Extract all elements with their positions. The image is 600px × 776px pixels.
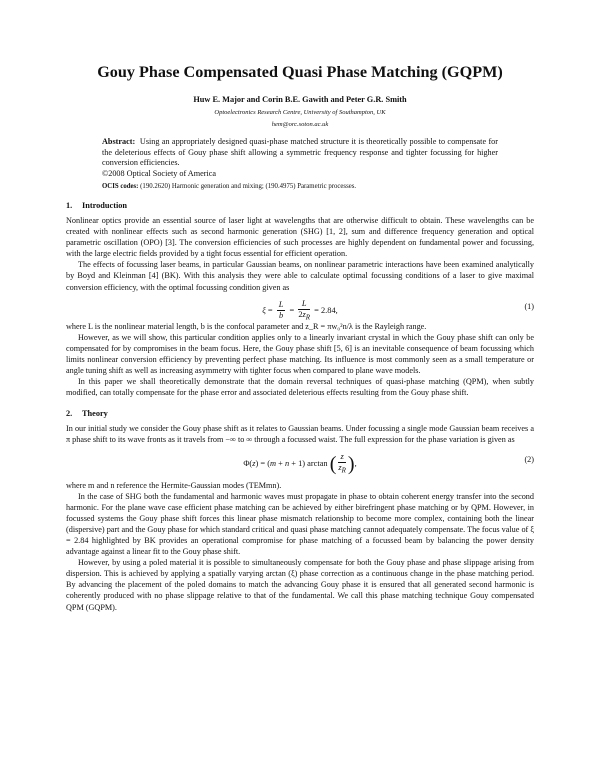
equation-number: (1) [524, 301, 534, 311]
author-email[interactable]: hem@orc.soton.ac.uk [271, 121, 329, 128]
paper-page [66, 62, 534, 613]
equation-1 [66, 293, 534, 321]
ocis-label: OCIS codes: [102, 183, 139, 190]
affiliation: Optoelectronics Research Centre, University of Southampton, UK [214, 109, 386, 116]
equation-2 [66, 446, 534, 480]
ocis-codes [102, 183, 498, 190]
abstract-text: Using an appropriately designed quasi-phase matched structure it is theoretically possible to compensate for the deleterious effects of Gouy phase shift allowing a symmetric frequency response and tighter focussing for higher conversion efficiencies. [102, 137, 498, 167]
section-heading-theory [66, 409, 534, 418]
intro-paragraph-1: Nonlinear optics provide an essential source of laser light at wavelengths that are otherwise difficult to obtain. These wavelengths can be created with nonlinear effects such as second harmonic generation (SHG) [1, 2], sum and difference frequency generation and optical parametric oscillation (OPO) [3]. The conversion efficiencies of such processes are highly dependent on fundamental power and focussing, with the large electric fields provided by a tight focus essential for efficient operation. [66, 216, 534, 259]
intro-paragraph-4: However, as we will show, this particular condition applies only to a linearly invariant crystal in which the Gouy phase shift can only be compensated for by compromises in the beam focus. Here, the Gouy phase shift [5, 6] is an inevitable consequence of beam focussing which limits nonlinear conversion efficiency by preventing perfect phase matching. Its influence is most commonly seen as a small temperature or angle tuning shift as well as increasing asymmetry with tighter focus when compared to plane wave models. [66, 332, 534, 376]
equation-1-body: ξ = $\frac{L}{b}$ = $\frac{L}{2z_R}$ = 2.84, [262, 298, 338, 322]
theory-paragraph-2: where m and n reference the Hermite-Gaussian modes (TEMmn). [66, 480, 282, 490]
theory-paragraph-1: In our initial study we consider the Gouy phase shift as it relates to Gaussian beams. Under focussing a single mode Gaussian beam receives a π phase shift to its wave fronts as it travels from −∞ to ∞ through a focussed waist. The full expression for the phase variation is given as [66, 424, 534, 445]
author-list: Huw E. Major and Corin B.E. Gawith and Peter G.R. Smith [193, 95, 407, 104]
section-number: 1. [66, 201, 73, 210]
intro-paragraph-5: In this paper we shall theoretically demonstrate that the domain reversal techniques of quasi-phase matching (QPM), when subtly modified, can totally compensate for the phase error and associated deleterious effects resulting from the Gouy phase shift. [66, 377, 534, 398]
equation-number: (2) [524, 454, 534, 464]
copyright-notice: ©2008 Optical Society of America [102, 168, 216, 178]
section-title: Theory [82, 409, 108, 419]
equation-2-body: Φ(z) = (m + n + 1) arctan ( $\frac{z}{z_R}$ ), [243, 451, 357, 475]
intro-paragraph-3: where L is the nonlinear material length, b is the confocal parameter and z_R = πw₀²n/λ is the Rayleigh range. [66, 321, 427, 331]
paper-title: Gouy Phase Compensated Quasi Phase Matching (GQPM) [97, 63, 503, 81]
ocis-text: (190.2620) Harmonic generation and mixing; (190.4975) Parametric processes. [140, 183, 357, 190]
theory-paragraph-3: In the case of SHG both the fundamental and harmonic waves must propagate in phase to obtain coherent energy transfer into the second harmonic. For the plane wave case efficient phase matching can be achieved by either birefringent phase matching or by QPM. However, in focussed systems the Gouy phase shift forces this linear phase mismatch relationship to become more complex, containing both the linear (dispersive) part and the Gouy phase for which standard critical and quasi phase matching cannot adequately compensate. The focus value of ξ = 2.84 highlighted by BK provides an operational compromise for phase matching of a focussed beam by balancing the power density advantage against a linear fit to the Gouy phase shift. [66, 491, 534, 557]
abstract [102, 137, 498, 179]
intro-paragraph-2: The effects of focussing laser beams, in particular Gaussian beams, on nonlinear parametric interactions have been examined analytically by Boyd and Kleinman [4] (BK). With this analysis they were able to calculate optimal focussing conditions of a laser to give maximal conversion efficiency, with the optimal focussing condition given as [66, 260, 534, 292]
theory-paragraph-4: However, by using a poled material it is possible to simultaneously compensate for both the Gouy phase and phase slippage arising from dispersion. This is achieved by applying a spatially varying arctan (ξ) phase correction as a continuous change in the phase matching period. By advancing the placement of the poled domains to match the advancing Gouy phase it is ensured that all generated second harmonic is coherently produced with no phase slippage relative to that of the fundamental. We call this phase matching technique Gouy compensated QPM (GQPM). [66, 558, 534, 612]
abstract-label: Abstract: [102, 137, 136, 146]
section-heading-introduction [66, 201, 534, 210]
section-number: 2. [66, 409, 73, 419]
section-title: Introduction [82, 201, 128, 210]
